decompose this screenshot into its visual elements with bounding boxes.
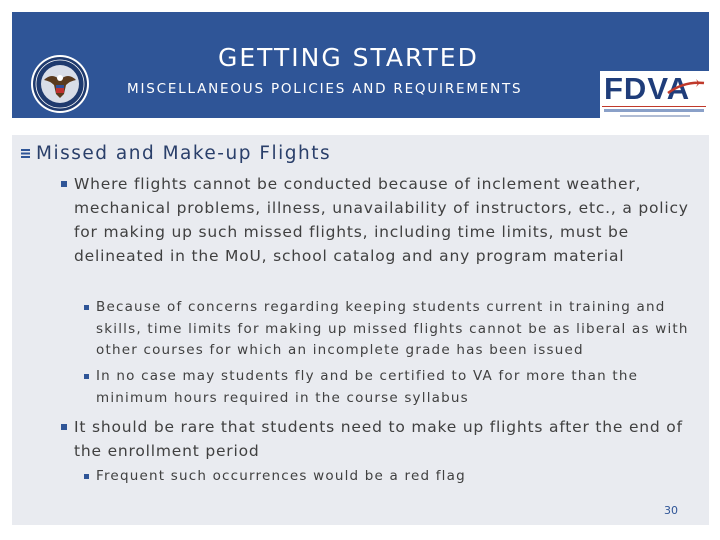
slide-title: GETTING STARTED <box>218 43 479 72</box>
logo-fineprint <box>620 115 690 117</box>
fdva-logo <box>600 71 710 118</box>
bullet-icon <box>61 181 67 187</box>
square-bullet-icon <box>21 149 30 158</box>
sub-bullet-item: Because of concerns regarding keeping students current in training and skills, time limits for making up missed flights cannot be as liberal as with other courses for which an incomplete grade has been issued <box>96 299 689 358</box>
bullet-item: Where flights cannot be conducted because of inclement weather, mechanical problems, illness, unavailability of instructors, etc., a policy for making up such missed flights, including time limits, must be delineated in the MoU, school catalog and any program material <box>74 175 689 265</box>
slide-subtitle: MISCELLANEOUS POLICIES AND REQUIREMENTS <box>127 81 523 97</box>
bullet-item: It should be rare that students need to make up flights after the end of the enrollment period <box>74 418 683 460</box>
section-heading: Missed and Make-up Flights <box>36 143 332 164</box>
logo-fineprint <box>604 109 704 112</box>
bullet-icon <box>61 424 67 430</box>
swoosh-icon <box>666 77 706 97</box>
page-number: 30 <box>664 504 678 517</box>
fdva-logo-text: FDVA <box>604 71 691 106</box>
sub-bullet-item: Frequent such occurrences would be a red flag <box>96 468 466 484</box>
bullet-icon <box>84 474 89 479</box>
sub-bullet-item: In no case may students fly and be certified to VA for more than the minimum hours required in the course syllabus <box>96 368 639 406</box>
bullet-icon <box>84 305 89 310</box>
logo-divider <box>602 106 706 107</box>
va-seal-icon <box>30 54 90 114</box>
bullet-icon <box>84 374 89 379</box>
